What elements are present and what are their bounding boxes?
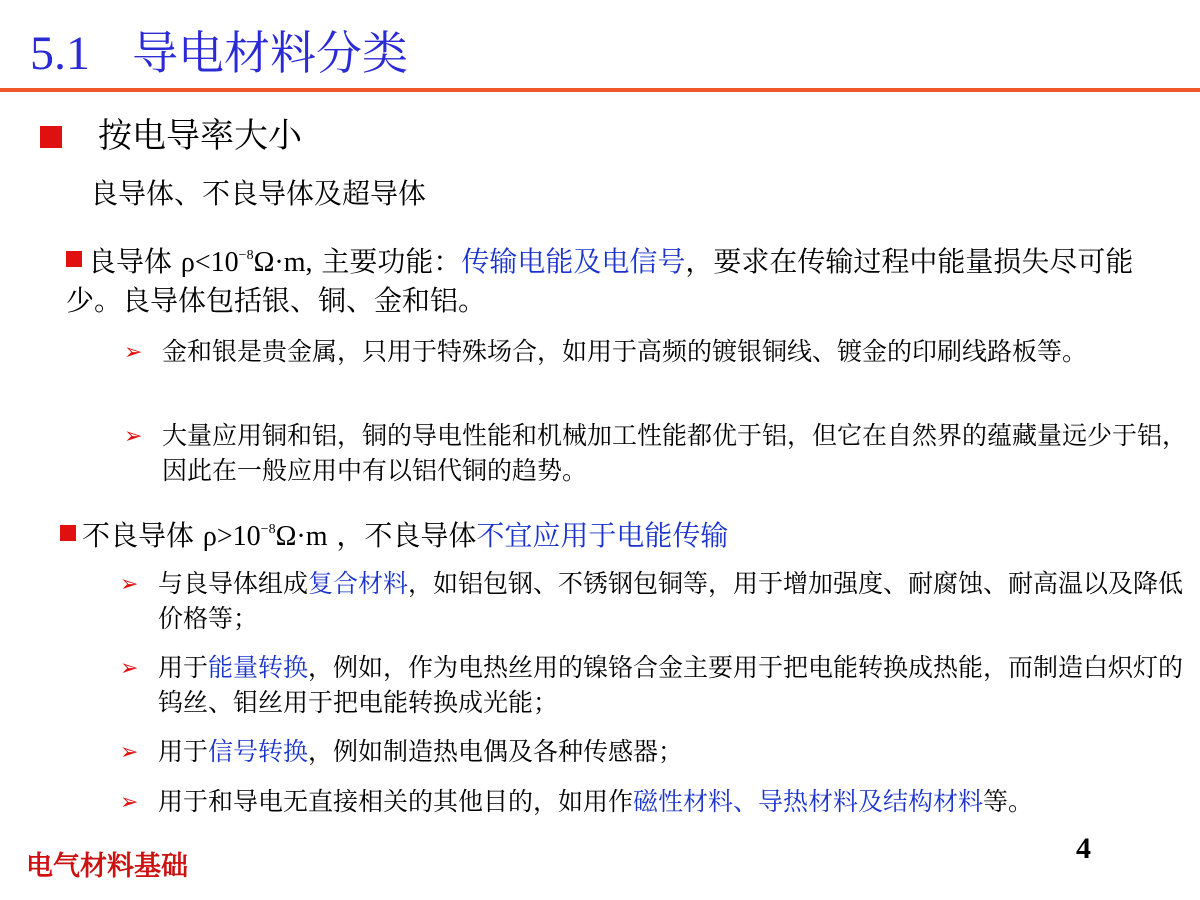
- title-text: 导电材料分类: [132, 26, 408, 80]
- list-item: [120, 734, 1188, 769]
- list-item-text: 金和银是贵金属，只用于特殊场合，如用于高频的镀银铜线、镀金的印刷线路板等。: [162, 337, 1088, 366]
- good-conductor-paragraph: [66, 243, 1186, 320]
- poor-conductor-paragraph: [60, 517, 1180, 556]
- section-heading: 按电导率大小: [98, 116, 302, 156]
- list-item-highlight: 复合材料: [308, 569, 409, 598]
- good-conductor-unit: Ω·m,: [253, 247, 313, 278]
- arrow-bullet-icon: ➢: [124, 424, 143, 449]
- list-item-highlight: 磁性材料、导热材料及结构材料: [633, 787, 984, 816]
- good-conductor-rho: ρ<10: [180, 247, 239, 278]
- arrow-bullet-icon: ➢: [120, 656, 139, 681]
- course-name: 电气材料基础: [26, 851, 188, 882]
- list-item-text: ，例如制造热电偶及各种传感器；: [308, 737, 684, 766]
- poor-conductor-unit: Ω·m: [275, 521, 328, 552]
- list-item: [120, 650, 1188, 720]
- section-subheading: 良导体、不良导体及超导体: [90, 177, 427, 210]
- square-bullet-icon: [66, 251, 82, 267]
- list-item-text: 用于: [158, 653, 209, 682]
- list-item-highlight: 能量转换: [208, 653, 309, 682]
- list-item: [120, 784, 1198, 819]
- list-item-highlight: 信号转换: [208, 737, 309, 766]
- list-item-text: 用于: [158, 737, 209, 766]
- slide-title: [30, 18, 408, 88]
- list-item-text: 等。: [983, 787, 1034, 816]
- list-item-text: 大量应用铜和铝，铜的导电性能和机械加工性能都优于铝，但它在自然界的蕴藏量远少于铝，因此在一般应用中有以铝代铜的趋势。: [162, 421, 1188, 485]
- arrow-bullet-icon: ➢: [124, 340, 143, 365]
- list-item-text: ，例如，作为电热丝用的镍铬合金主要用于把电能转换成热能，而制造白炽灯的钨丝、钼丝用于把电能转换成光能；: [158, 653, 1184, 717]
- good-conductor-intro: 主要功能：: [312, 245, 462, 278]
- list-item-text: ，如铝包钢、不锈钢包铜等，用于增加强度、耐腐蚀、耐高温以及降低价格等；: [158, 569, 1184, 633]
- list-item: [124, 334, 1187, 369]
- good-conductor-highlight: 传输电能及电信号: [461, 245, 686, 278]
- list-item: [124, 418, 1188, 488]
- arrow-bullet-icon: ➢: [120, 790, 139, 815]
- poor-conductor-rho: ρ>10: [202, 521, 261, 552]
- arrow-bullet-icon: ➢: [120, 740, 139, 765]
- title-divider: [0, 88, 1200, 92]
- page-number: 4: [1076, 832, 1091, 865]
- square-bullet-icon: [40, 126, 62, 148]
- arrow-bullet-icon: ➢: [120, 572, 139, 597]
- good-conductor-rest: ，要求在传输过程中能量损失尽可能少。良导体包括银、铜、金和铝。: [66, 245, 1134, 317]
- poor-conductor-highlight: 不宜应用于电能传输: [476, 519, 729, 552]
- poor-conductor-exponent: −8: [260, 522, 276, 537]
- good-conductor-exponent: −8: [238, 248, 254, 263]
- square-bullet-icon: [60, 525, 76, 541]
- list-item: [120, 566, 1188, 636]
- list-item-text: 与良导体组成: [158, 569, 309, 598]
- poor-conductor-label: 不良导体: [82, 519, 203, 552]
- section-number: 5.1: [30, 27, 90, 80]
- poor-conductor-intro: ，不良导体: [327, 519, 477, 552]
- list-item-text: 用于和导电无直接相关的其他目的，如用作: [158, 787, 634, 816]
- good-conductor-label: 良导体: [88, 245, 181, 278]
